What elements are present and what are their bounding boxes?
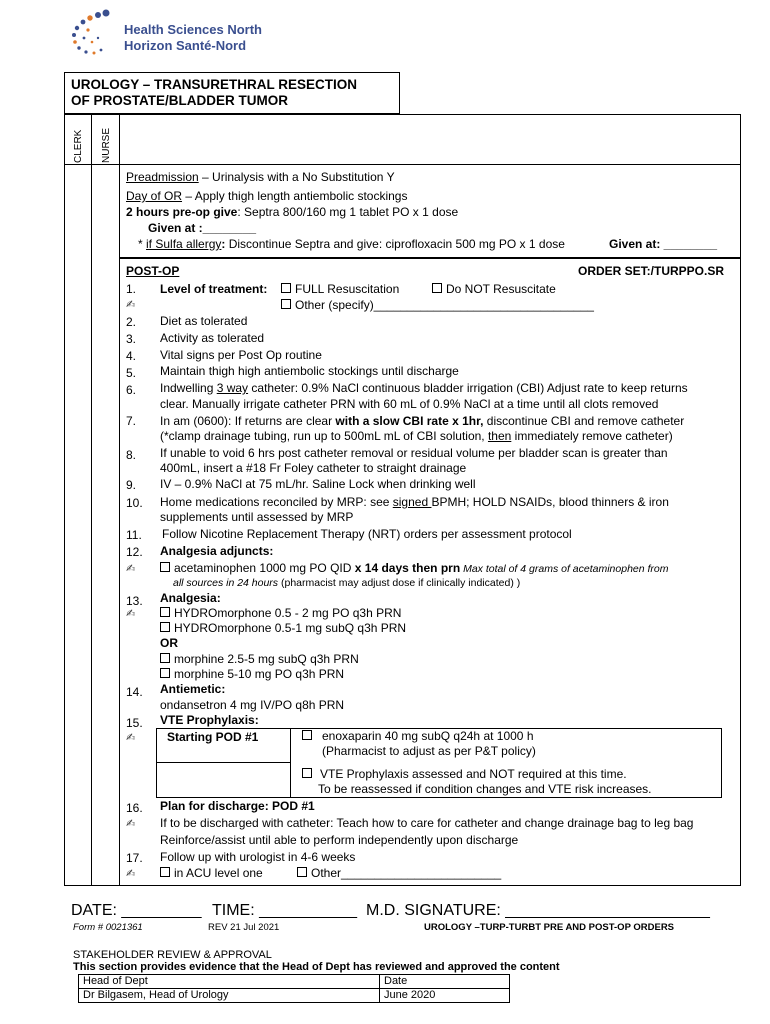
item-number: 6. bbox=[126, 383, 137, 397]
discharge-reinforce: Reinforce/assist until able to perform independently upon discharge bbox=[160, 833, 519, 847]
item-number: 1. bbox=[126, 282, 137, 296]
table-cell: June 2020 bbox=[380, 989, 510, 1003]
stakeholder-subheading: This section provides evidence that the Head of Dept has reviewed and approved the content bbox=[73, 961, 560, 973]
checkbox[interactable] bbox=[302, 768, 312, 778]
footer-doc-title: UROLOGY –TURP-TURBT PRE AND POST-OP ORDERS bbox=[424, 922, 675, 933]
item-number: 4. bbox=[126, 349, 137, 363]
day-of-or-line: Day of OR – Apply thigh length antiembolic stockings bbox=[126, 189, 408, 203]
morphine-po-option[interactable]: morphine 5-10 mg PO q3h PRN bbox=[160, 667, 344, 682]
hydromorphone-po-option[interactable]: HYDROmorphone 0.5 - 2 mg PO q3h PRN bbox=[160, 606, 401, 621]
pen-icon: ✍ bbox=[126, 299, 136, 311]
item-number: 16. bbox=[126, 801, 143, 815]
vte-reassess-note: To be reassessed if condition changes and VTE risk increases. bbox=[318, 782, 652, 796]
hydromorphone-subq-option[interactable]: HYDROmorphone 0.5-1 mg subQ q3h PRN bbox=[160, 621, 406, 636]
acu-level-one-option[interactable]: in ACU level one bbox=[160, 866, 263, 881]
checkbox[interactable] bbox=[160, 607, 170, 617]
vte-not-required-option[interactable]: VTE Prophylaxis assessed and NOT required at this time. bbox=[302, 767, 627, 782]
order-set-code: ORDER SET:/TURPPO.SR bbox=[578, 264, 725, 278]
item-number: 9. bbox=[126, 478, 137, 492]
catheter-order-line-1: Indwelling 3 way catheter: 0.9% NaCl continuous bladder irrigation (CBI) Adjust rate to keep returns bbox=[160, 381, 688, 395]
dnr-option[interactable]: Do NOT Resuscitate bbox=[432, 282, 556, 297]
analgesia-heading: Analgesia: bbox=[160, 591, 221, 605]
checkbox[interactable] bbox=[160, 653, 170, 663]
pen-icon: ✍ bbox=[126, 563, 136, 575]
checkbox[interactable] bbox=[297, 867, 307, 877]
item-number: 17. bbox=[126, 851, 143, 865]
revision-date: REV 21 Jul 2021 bbox=[208, 922, 280, 933]
checkbox[interactable] bbox=[160, 622, 170, 632]
iv-order: IV – 0.9% NaCl at 75 mL/hr. Saline Lock when drinking well bbox=[160, 477, 476, 491]
checkbox[interactable] bbox=[432, 283, 442, 293]
void-order-line-2: 400mL, insert a #18 Fr Foley catheter to straight drainage bbox=[160, 461, 467, 475]
pen-icon: ✍ bbox=[126, 818, 136, 830]
pharmacist-adjust-note: (Pharmacist to adjust as per P&T policy) bbox=[322, 744, 536, 758]
analgesia-adjuncts-heading: Analgesia adjuncts: bbox=[160, 544, 274, 558]
item-number: 5. bbox=[126, 366, 137, 380]
item-number: 2. bbox=[126, 315, 137, 329]
checkbox[interactable] bbox=[160, 668, 170, 678]
antiemetic-heading: Antiemetic: bbox=[160, 682, 226, 696]
follow-up-other-option[interactable]: Other________________________ bbox=[297, 866, 501, 881]
or-separator: OR bbox=[160, 636, 178, 650]
item-number: 8. bbox=[126, 448, 137, 462]
sulfa-allergy-line: * if Sulfa allergy: Discontinue Septra and give: ciprofloxacin 500 mg PO x 1 dose bbox=[138, 237, 565, 251]
enoxaparin-option[interactable]: enoxaparin 40 mg subQ q24h at 1000 h bbox=[302, 729, 534, 744]
clerk-column-header: CLERK bbox=[73, 129, 84, 163]
checkbox[interactable] bbox=[160, 867, 170, 877]
item-number: 10. bbox=[126, 496, 143, 510]
checkbox[interactable] bbox=[281, 299, 291, 309]
activity-order: Activity as tolerated bbox=[160, 331, 265, 345]
catheter-order-line-2: clear. Manually irrigate catheter PRN with 60 mL of 0.9% NaCl at a time until all clots removed bbox=[160, 397, 659, 411]
acetaminophen-note: all sources in 24 hours (pharmacist may adjust dose if clinically indicated) ) bbox=[173, 577, 521, 589]
item-number: 7. bbox=[126, 414, 137, 428]
checkbox[interactable] bbox=[160, 562, 170, 572]
stockings-order: Maintain thigh high antiembolic stockings until discharge bbox=[160, 364, 459, 378]
cbi-discontinue-line-1: In am (0600): If returns are clear with a slow CBI rate x 1hr, discontinue CBI and remove catheter bbox=[160, 414, 685, 428]
vte-heading: VTE Prophylaxis: bbox=[160, 713, 259, 727]
table-cell: Dr Bilgasem, Head of Urology bbox=[79, 989, 380, 1003]
item-number: 12. bbox=[126, 545, 143, 559]
follow-up-order: Follow up with urologist in 4-6 weeks bbox=[160, 850, 356, 864]
item-number: 15. bbox=[126, 716, 143, 730]
acetaminophen-option[interactable]: acetaminophen 1000 mg PO QID x 14 days then prn Max total of 4 grams of acetaminophen from bbox=[160, 561, 669, 577]
checkbox[interactable] bbox=[281, 283, 291, 293]
preadmission-line: Preadmission – Urinalysis with a No Substitution Y bbox=[126, 170, 395, 184]
date-field[interactable]: DATE: _________ bbox=[71, 902, 202, 919]
item-number: 14. bbox=[126, 685, 143, 699]
item-number: 11. bbox=[126, 528, 142, 542]
other-specify-option[interactable]: Other (specify)_________________________________ bbox=[281, 298, 594, 313]
full-resuscitation-option[interactable]: FULL Resuscitation bbox=[281, 282, 399, 297]
nrt-order: Follow Nicotine Replacement Therapy (NRT) orders per assessment protocol bbox=[162, 527, 572, 541]
pen-icon: ✍ bbox=[126, 608, 136, 620]
md-signature-field[interactable]: M.D. SIGNATURE: _______________________ bbox=[366, 902, 710, 919]
morphine-subq-option[interactable]: morphine 2.5-5 mg subQ q3h PRN bbox=[160, 652, 359, 667]
preop-septra-line: 2 hours pre-op give: Septra 800/160 mg 1 tablet PO x 1 dose bbox=[126, 205, 459, 219]
dotted-spiral-logo-icon bbox=[66, 8, 116, 58]
org-name-en: Health Sciences North bbox=[124, 22, 262, 37]
sulfa-given-at-field[interactable]: Given at: ________ bbox=[609, 237, 718, 251]
item-number: 13. bbox=[126, 594, 143, 608]
ondansetron-order: ondansetron 4 mg IV/PO q8h PRN bbox=[160, 698, 345, 712]
table-row bbox=[79, 989, 510, 1003]
table-cell: Date bbox=[380, 975, 510, 989]
pen-icon: ✍ bbox=[126, 868, 136, 880]
home-meds-line-1: Home medications reconciled by MRP: see signed BPMH; HOLD NSAIDs, blood thinners & iron bbox=[160, 495, 669, 509]
document-title bbox=[64, 72, 400, 114]
title-line-1: UROLOGY – TRANSURETHRAL RESECTION bbox=[71, 77, 358, 92]
approval-table bbox=[78, 974, 510, 1003]
time-field[interactable]: TIME: ___________ bbox=[212, 902, 357, 919]
discharge-catheter-teaching: If to be discharged with catheter: Teach how to care for catheter and change drainage bag to leg bag bbox=[160, 816, 694, 830]
vte-starting-pod: Starting POD #1 bbox=[167, 730, 259, 744]
checkbox[interactable] bbox=[302, 730, 312, 740]
diet-order: Diet as tolerated bbox=[160, 314, 248, 328]
stakeholder-heading: STAKEHOLDER REVIEW & APPROVAL bbox=[73, 949, 272, 961]
item-number: 3. bbox=[126, 332, 137, 346]
title-line-2: OF PROSTATE/BLADDER TUMOR bbox=[71, 93, 288, 108]
form-number: Form # 0021361 bbox=[73, 922, 143, 933]
discharge-plan-heading: Plan for discharge: POD #1 bbox=[160, 799, 315, 813]
vital-signs-order: Vital signs per Post Op routine bbox=[160, 348, 322, 362]
given-at-field[interactable]: Given at :________ bbox=[148, 221, 257, 235]
cbi-discontinue-line-2: (*clamp drainage tubing, run up to 500mL mL of CBI solution, then immediately remove catheter) bbox=[160, 429, 673, 443]
void-order-line-1: If unable to void 6 hrs post catheter removal or residual volume per bladder scan is greater than bbox=[160, 446, 668, 460]
level-of-treatment-label: Level of treatment: bbox=[160, 282, 268, 296]
table-row bbox=[79, 975, 510, 989]
table-cell: Head of Dept bbox=[79, 975, 380, 989]
postop-heading: POST-OP bbox=[126, 264, 180, 278]
home-meds-line-2: supplements until assessed by MRP bbox=[160, 510, 354, 524]
org-name-fr: Horizon Santé-Nord bbox=[124, 38, 247, 53]
nurse-column-header: NURSE bbox=[101, 127, 112, 163]
pen-icon: ✍ bbox=[126, 732, 136, 744]
